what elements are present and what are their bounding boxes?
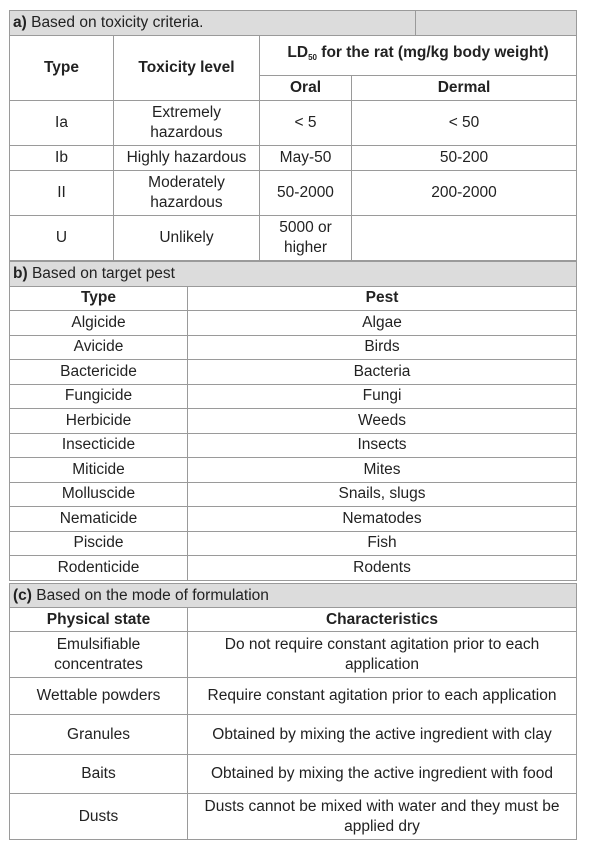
section-c-caption: (c) Based on the mode of formulation — [10, 584, 577, 608]
table-row — [10, 311, 577, 336]
table-row — [10, 384, 577, 409]
characteristics-cell: Require constant agitation prior to each application — [188, 678, 577, 715]
pest-cell: Rodents — [188, 556, 577, 581]
table-row — [10, 101, 577, 146]
table-row — [10, 458, 577, 483]
type-cell: Insecticide — [10, 433, 188, 458]
type-cell: Bactericide — [10, 360, 188, 385]
table-row — [10, 507, 577, 532]
header-oral: Oral — [260, 76, 352, 101]
oral-cell: < 5 — [260, 101, 352, 146]
pest-cell: Insects — [188, 433, 577, 458]
type-cell: Molluscide — [10, 482, 188, 507]
type-cell: Algicide — [10, 311, 188, 336]
pest-cell: Nematodes — [188, 507, 577, 532]
oral-cell: 5000 or higher — [260, 216, 352, 261]
type-cell: U — [10, 216, 114, 261]
table-row — [10, 794, 577, 840]
header-pest: Pest — [188, 286, 577, 311]
table-row — [10, 531, 577, 556]
table-row — [10, 360, 577, 385]
table-row — [10, 171, 577, 216]
table-row — [10, 678, 577, 715]
characteristics-cell: Obtained by mixing the active ingredient with clay — [188, 715, 577, 755]
physical-state-cell: Granules — [10, 715, 188, 755]
dermal-cell: 200-2000 — [352, 171, 577, 216]
formulation-table — [9, 583, 577, 840]
dermal-cell: < 50 — [352, 101, 577, 146]
dermal-cell — [352, 216, 577, 261]
header-ld50: $LD_{50}$ for the rat (mg/kg body weight) — [260, 36, 577, 76]
pest-cell: Bacteria — [188, 360, 577, 385]
section-a-caption-row — [10, 11, 577, 36]
pest-cell: Algae — [188, 311, 577, 336]
header-toxicity-level: Toxicity level — [114, 36, 260, 101]
type-cell: Avicide — [10, 335, 188, 360]
table-row — [10, 556, 577, 581]
characteristics-cell: Dusts cannot be mixed with water and they must be applied dry — [188, 794, 577, 840]
table-row — [10, 335, 577, 360]
physical-state-cell: Baits — [10, 755, 188, 794]
characteristics-cell: Do not require constant agitation prior to each application — [188, 632, 577, 678]
type-cell: Piscide — [10, 531, 188, 556]
physical-state-cell: Emulsifiable concentrates — [10, 632, 188, 678]
table-row — [10, 216, 577, 261]
section-a-header-row — [10, 36, 577, 76]
target-pest-table — [9, 261, 577, 581]
table-row — [10, 482, 577, 507]
physical-state-cell: Wettable powders — [10, 678, 188, 715]
section-c-header-row — [10, 608, 577, 632]
table-row — [10, 409, 577, 434]
characteristics-cell: Obtained by mixing the active ingredient with food — [188, 755, 577, 794]
table-row — [10, 632, 577, 678]
pest-cell: Fish — [188, 531, 577, 556]
header-type: Type — [10, 286, 188, 311]
section-b-caption: b) Based on target pest — [10, 262, 577, 287]
header-physical-state: Physical state — [10, 608, 188, 632]
type-cell: Fungicide — [10, 384, 188, 409]
type-cell: II — [10, 171, 114, 216]
pest-cell: Snails, slugs — [188, 482, 577, 507]
pest-cell: Weeds — [188, 409, 577, 434]
pest-cell: Fungi — [188, 384, 577, 409]
type-cell: Nematicide — [10, 507, 188, 532]
pest-cell: Birds — [188, 335, 577, 360]
table-row — [10, 146, 577, 171]
type-cell: Miticide — [10, 458, 188, 483]
section-a-caption: a) Based on toxicity criteria. — [10, 11, 416, 36]
type-cell: Herbicide — [10, 409, 188, 434]
dermal-cell: 50-200 — [352, 146, 577, 171]
type-cell: Ia — [10, 101, 114, 146]
section-a-caption-empty-cell — [416, 11, 577, 36]
header-characteristics: Characteristics — [188, 608, 577, 632]
toxicity-level-cell: Unlikely — [114, 216, 260, 261]
type-cell: Ib — [10, 146, 114, 171]
type-cell: Rodenticide — [10, 556, 188, 581]
toxicity-level-cell: Highly hazardous — [114, 146, 260, 171]
table-row — [10, 433, 577, 458]
table-row — [10, 715, 577, 755]
table-row — [10, 755, 577, 794]
toxicity-level-cell: Moderately hazardous — [114, 171, 260, 216]
header-type: Type — [10, 36, 114, 101]
physical-state-cell: Dusts — [10, 794, 188, 840]
pest-cell: Mites — [188, 458, 577, 483]
toxicity-criteria-table — [9, 10, 577, 261]
section-b-header-row — [10, 286, 577, 311]
oral-cell: May-50 — [260, 146, 352, 171]
header-dermal: Dermal — [352, 76, 577, 101]
section-b-caption-row — [10, 262, 577, 287]
toxicity-level-cell: Extremely hazardous — [114, 101, 260, 146]
oral-cell: 50-2000 — [260, 171, 352, 216]
section-c-caption-row — [10, 584, 577, 608]
